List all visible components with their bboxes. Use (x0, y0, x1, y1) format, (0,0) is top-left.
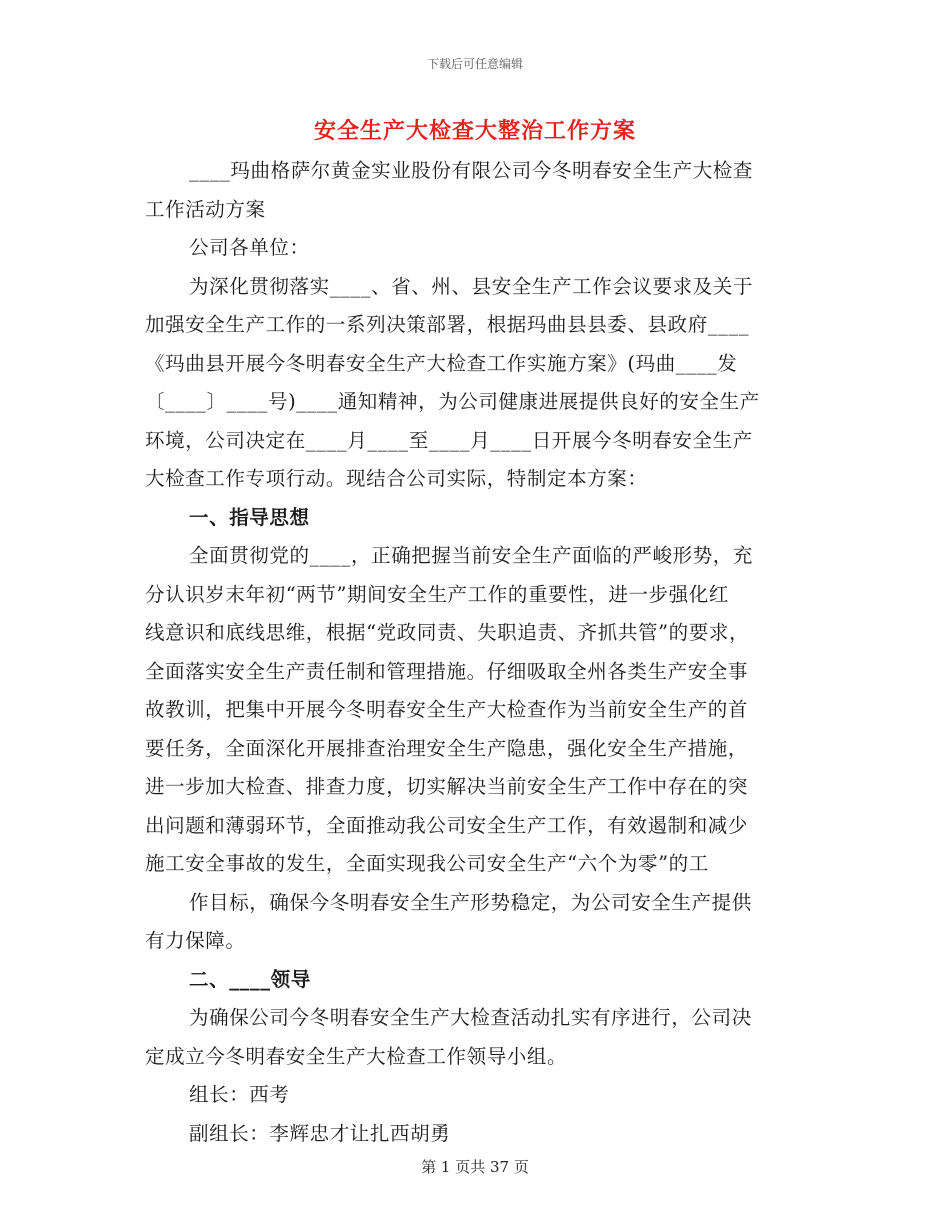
body-text-line: 公司各单位： (189, 236, 310, 259)
document-body (145, 152, 805, 1153)
body-text-line: 〔____〕____号)____通知精神，为公司健康进展提供良好的安全生产 (145, 390, 760, 413)
body-text-line: 环境，公司决定在____月____至____月____日开展今冬明春安全生产 (145, 428, 753, 452)
body-text-line: 副组长：李辉忠才让扎西胡勇 (189, 1121, 451, 1145)
body-text-line: 定成立今冬明春安全生产大检查工作领导小组。 (145, 1044, 568, 1068)
body-text-line: 进一步加大检查、排查力度，切实解决当前安全生产工作中存在的突 (145, 775, 749, 798)
body-text-line: 加强安全生产工作的一系列决策部署，根据玛曲县县委、县政府____ (145, 313, 750, 336)
body-text-line: 施工安全事故的发生，全面实现我公司安全生产“六个为零”的工 (145, 852, 709, 875)
body-text-line: 有力保障。 (145, 929, 246, 952)
section-heading: 二、____领导 (189, 967, 311, 991)
document-title: 安全生产大检查大整治工作方案 (313, 118, 636, 144)
body-text-line: 大检查工作专项行动。现结合公司实际，特制定本方案： (145, 467, 648, 490)
body-text-line: 出问题和薄弱环节，全面推动我公司安全生产工作，有效遏制和减少 (145, 813, 749, 837)
body-text-line: 组长：西考 (189, 1083, 290, 1106)
page-footer: 第 1 页共 37 页 (421, 1158, 529, 1176)
body-text-line: 为深化贯彻落实____、省、州、县安全生产工作会议要求及关于 (189, 274, 754, 298)
body-text-line: 工作活动方案 (145, 197, 266, 221)
body-text-line: ____玛曲格萨尔黄金实业股份有限公司今冬明春安全生产大检查 (189, 159, 754, 182)
body-text-line: 全面落实安全生产责任制和管理措施。仔细吸取全州各类生产安全事 (145, 659, 749, 683)
section-heading: 一、指导思想 (189, 505, 310, 529)
body-text-line: 故教训，把集中开展今冬明春安全生产大检查作为当前安全生产的首 (145, 698, 749, 721)
body-text-line: 要任务，全面深化开展排查治理安全生产隐患，强化安全生产措施， (145, 736, 749, 760)
body-text-line: 分认识岁末年初“两节”期间安全生产工作的重要性，进一步强化红 (145, 582, 729, 606)
body-text-line: 线意识和底线思维，根据“党政同责、失职追责、齐抓共管”的要求， (145, 621, 750, 644)
body-text-line: 全面贯彻党的____，正确把握当前安全生产面临的严峻形势，充 (189, 544, 754, 567)
body-text-line: 为确保公司今冬明春安全生产大检查活动扎实有序进行，公司决 (189, 1006, 752, 1029)
body-text-line: 作目标，确保今冬明春安全生产形势稳定，为公司安全生产提供 (189, 890, 752, 914)
body-text-line: 《玛曲县开展今冬明春安全生产大检查工作实施方案》(玛曲____发 (145, 351, 738, 375)
header-note: 下载后可任意编辑 (426, 57, 523, 71)
